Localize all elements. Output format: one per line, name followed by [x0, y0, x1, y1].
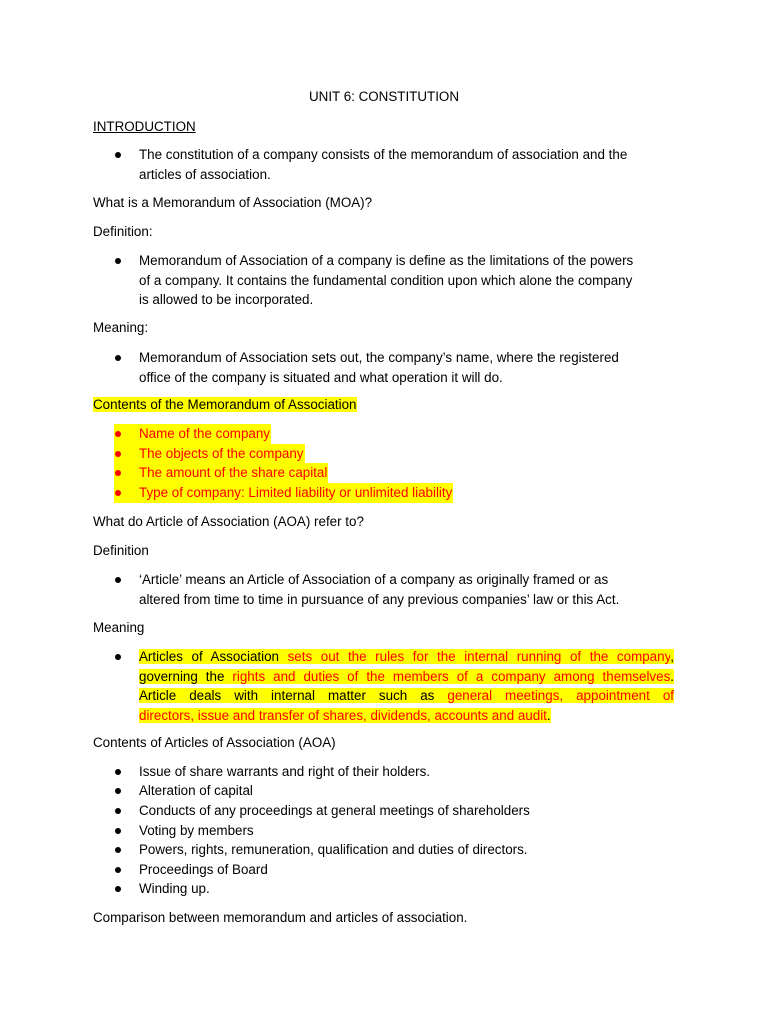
aoa-meaning-bullet: Articles of Association sets out the rules for the internal running of the company, governing the rights and duties of the members of a company among themselves. Article deals with internal matter such as general meetings, appointment of directors, issue and transfer of shares, dividends, accounts and audit.: [139, 649, 675, 723]
moa-question: What is a Memorandum of Association (MOA)?: [93, 195, 373, 210]
moa-meaning-bullet: Memorandum of Association sets out, the company’s name, where the registered office of the company is situated and what operation it will do.: [139, 350, 619, 385]
aoa-meaning-label: Meaning: [93, 620, 145, 635]
moa-contents-heading: Contents of the Memorandum of Association: [93, 397, 357, 412]
aoa-definition-label: Definition: [93, 543, 149, 558]
moa-definition-bullet: Memorandum of Association of a company is define as the limitations of the powers of a company. It contains the fundamental condition upon which alone the company is allowed to be incorporated.: [139, 253, 634, 307]
aoa-contents-item: Alteration of capital: [139, 783, 253, 798]
comparison-heading: Comparison between memorandum and articles of association.: [93, 910, 468, 925]
aoa-contents-item: Winding up.: [139, 881, 210, 896]
moa-definition-label: Definition:: [93, 224, 153, 239]
aoa-definition-bullet: ‘Article’ means an Article of Association of a company as originally framed or as altered from time to time in pursuance of any previous companies’ law or this Act.: [139, 572, 620, 607]
aoa-contents-item: Powers, rights, remuneration, qualification and duties of directors.: [139, 842, 528, 857]
moa-contents-item: The objects of the company: [114, 444, 305, 464]
aoa-contents-item: Voting by members: [139, 823, 254, 838]
intro-bullet: The constitution of a company consists of the memorandum of association and the articles of association.: [139, 147, 628, 182]
aoa-contents-item: Issue of share warrants and right of their holders.: [139, 764, 431, 779]
moa-contents-item: Name of the company: [114, 424, 271, 444]
aoa-question: What do Article of Association (AOA) refer to?: [93, 514, 364, 529]
moa-contents-item: The amount of the share capital: [114, 463, 328, 483]
aoa-contents-heading: Contents of Articles of Association (AOA): [93, 735, 336, 750]
aoa-contents-item: Proceedings of Board: [139, 862, 268, 877]
moa-meaning-label: Meaning:: [93, 320, 149, 335]
aoa-contents-item: Conducts of any proceedings at general meetings of shareholders: [139, 803, 530, 818]
intro-heading: INTRODUCTION: [93, 119, 196, 134]
page-title: UNIT 6: CONSTITUTION: [308, 89, 460, 104]
moa-contents-item: Type of company: Limited liability or unlimited liability: [114, 483, 453, 503]
